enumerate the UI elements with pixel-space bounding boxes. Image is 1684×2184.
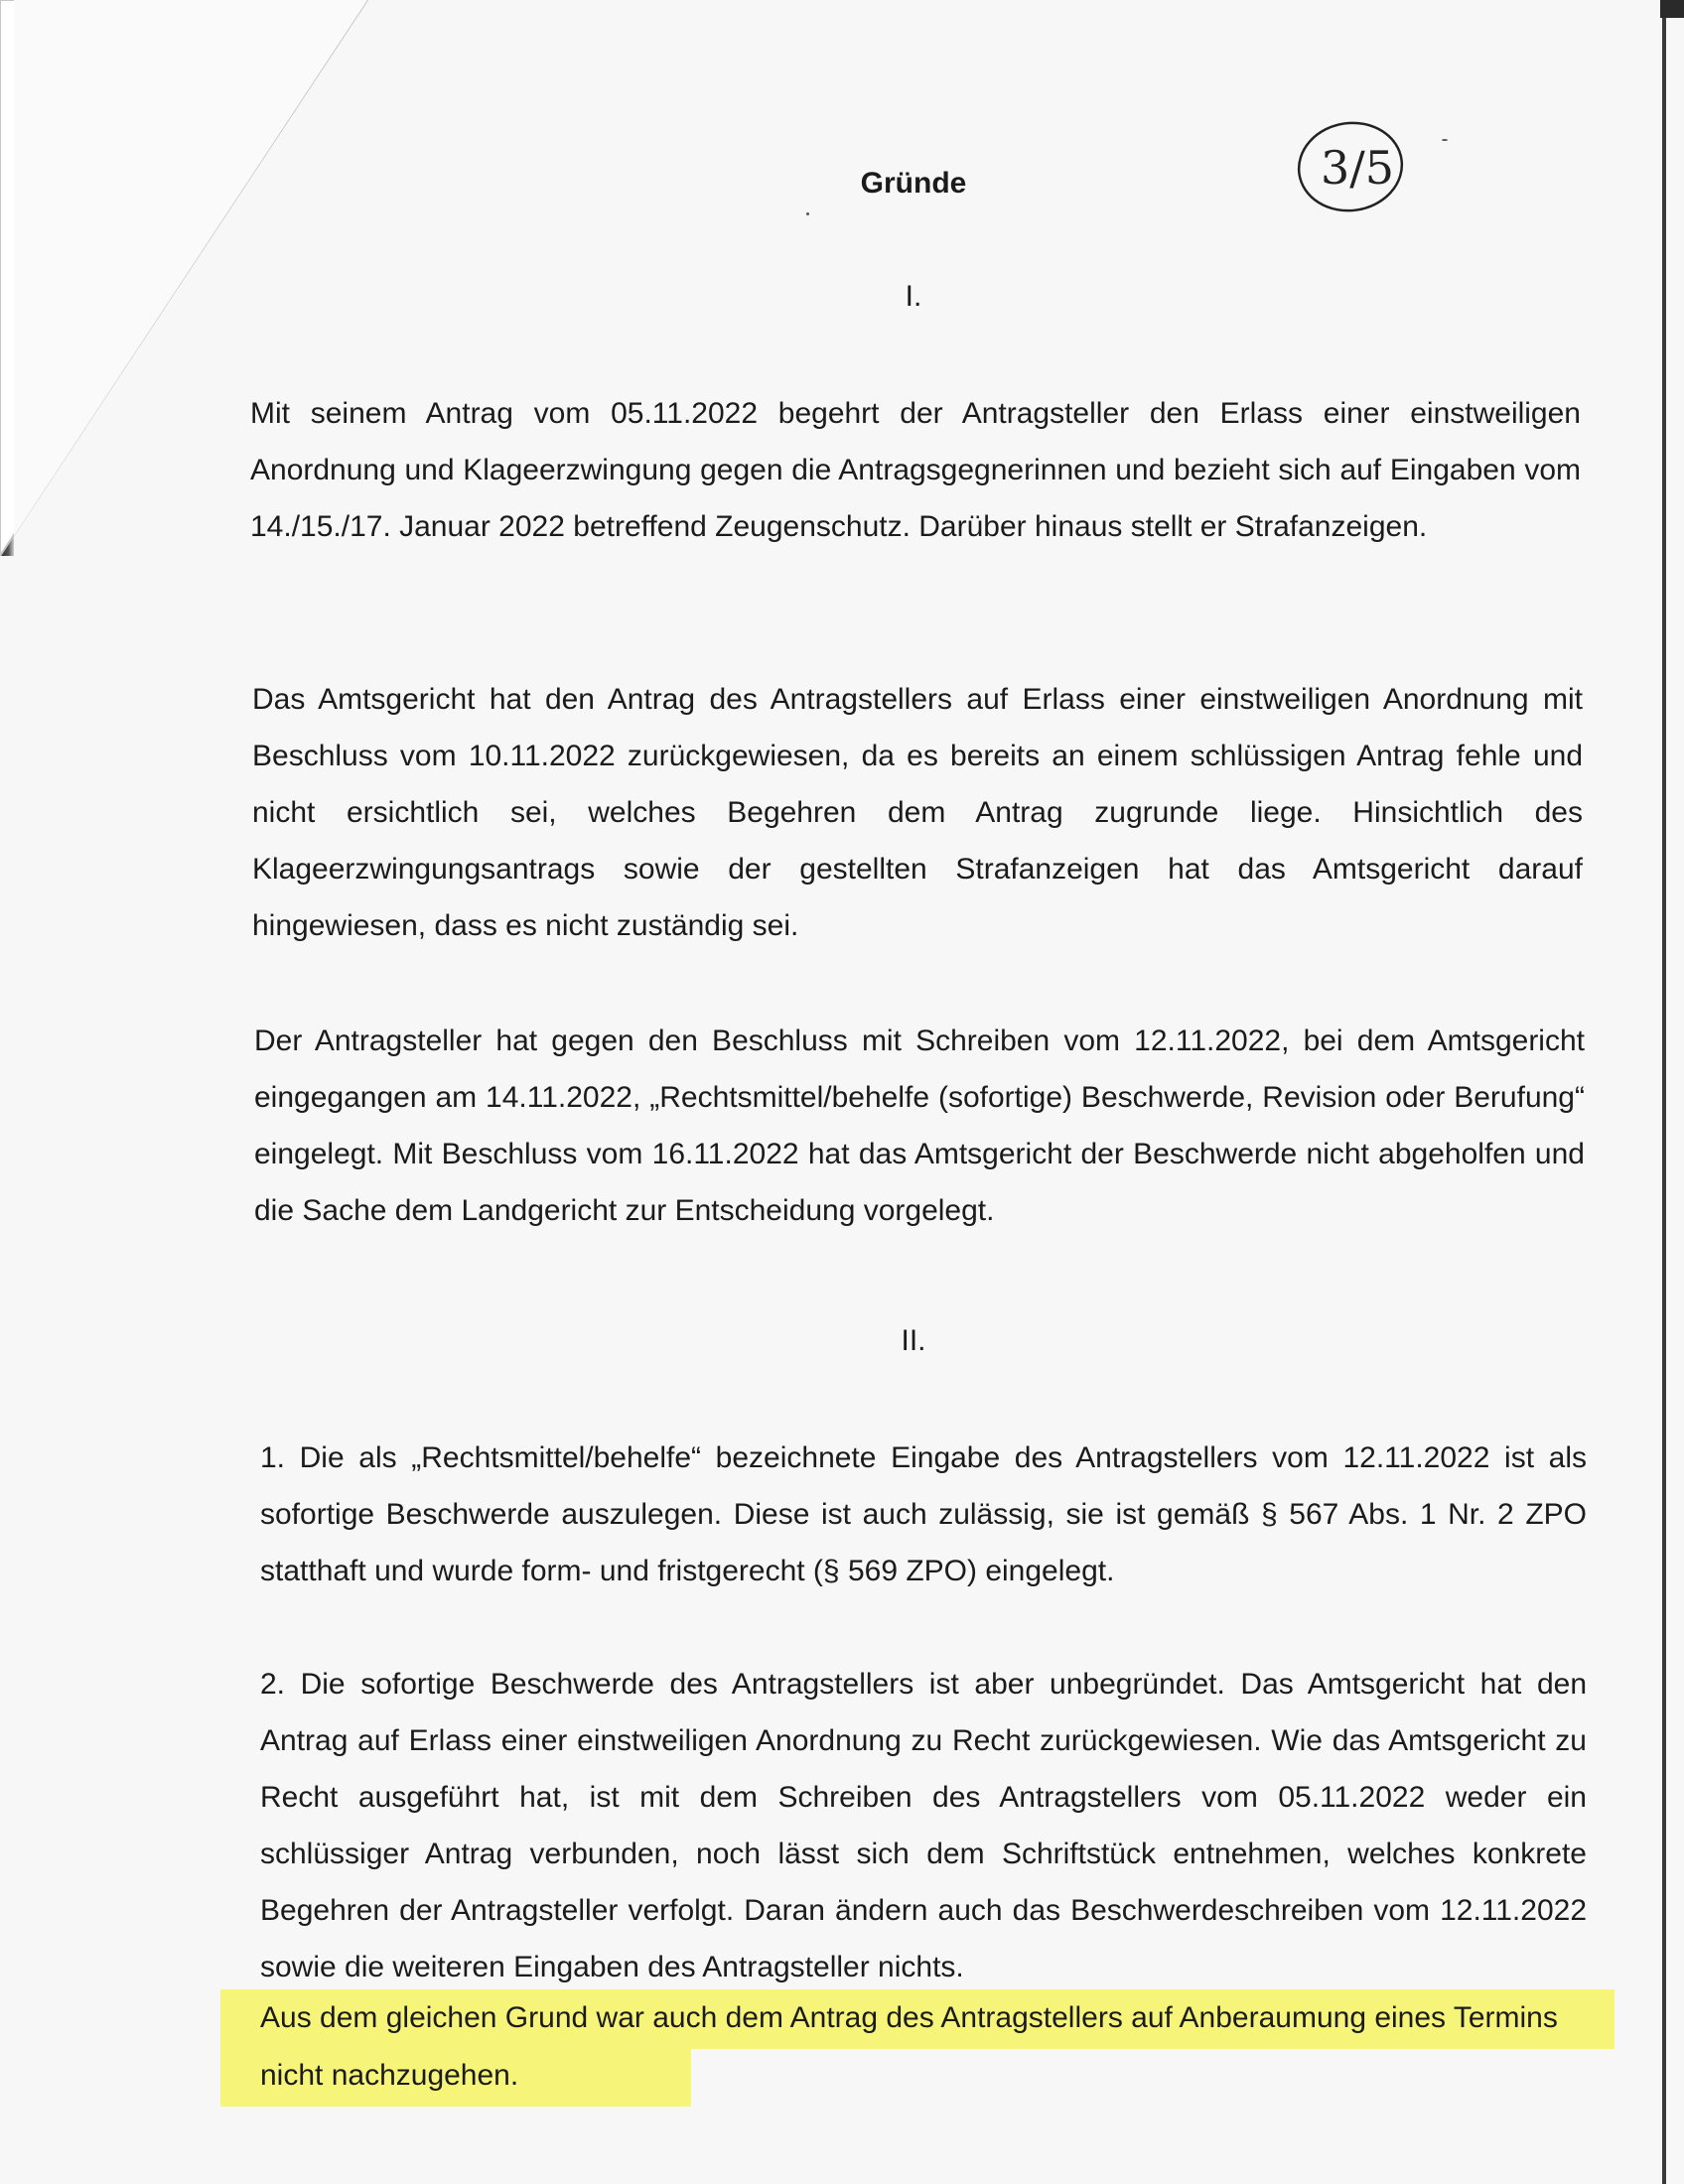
scan-speck (1442, 139, 1448, 141)
document-heading: Gründe (860, 167, 967, 200)
paragraph-2: Das Amtsgericht hat den Antrag des Antragstellers auf Erlass einer einstweiligen Anordnung mit Beschluss vom 10.11.2022 zurückgewiesen, da es bereits an einem schlüssigen Antrag fehle und nicht ersichtlich sei, welches Begehren dem Antrag zugrunde liege. Hinsichtlich des Klageerzwingungsantrags sowie der gestellten Strafanzeigen hat das Amtsgericht darauf hingewiesen, dass es nicht zuständig sei. (252, 683, 1583, 942)
scan-top-corner (1660, 0, 1684, 18)
paragraph-5: 2. Die sofortige Beschwerde des Antragstellers ist aber unbegründet. Das Amtsgericht hat den Antrag auf Erlass einer einstweiligen Anordnung zu Recht zurückgewiesen. Wie das Amtsgericht zu Recht ausgeführt hat, ist mit dem Schreiben des Antragstellers vom 05.11.2022 weder ein schlüssiger Antrag verbunden, noch lässt sich dem Schriftstück entnehmen, welches konkrete Begehren der Antragsteller verfolgt. Daran ändern auch das Beschwerdeschreiben vom 12.11.2022 sowie die weiteren Eingaben des Antragsteller nichts. (260, 1668, 1587, 1983)
scan-right-border (1662, 0, 1666, 2184)
paragraph-4: 1. Die als „Rechtsmittel/behelfe“ bezeichnete Eingabe des Antragstellers vom 12.11.2022 ist als sofortige Beschwerde auszulegen. Diese ist auch zulässig, sie ist gemäß § 567 Abs. 1 Nr. 2 ZPO statthaft und wurde form- und fristgerecht (§ 569 ZPO) eingelegt. (260, 1441, 1587, 1587)
paragraph-1: Mit seinem Antrag vom 05.11.2022 begehrt der Antragsteller den Erlass einer einstweiligen Anordnung und Klageerzwingung gegen die Antragsgegnerinnen und bezieht sich auf Eingaben vom 14./15./17. Januar 2022 betreffend Zeugenschutz. Darüber hinaus stellt er Strafanzeigen. (250, 397, 1581, 543)
scan-speck (806, 212, 809, 215)
paragraph-3: Der Antragsteller hat gegen den Beschluss mit Schreiben vom 12.11.2022, bei dem Amtsgericht eingegangen am 14.11.2022, „Rechtsmittel/behelfe (sofortige) Beschwerde, Revision oder Berufung“ eingelegt. Mit Beschluss vom 16.11.2022 hat das Amtsgericht der Beschwerde nicht abgeholfen und die Sache dem Landgericht zur Entscheidung vorgelegt. (254, 1024, 1585, 1227)
section-two-mark: II. (901, 1324, 926, 1357)
highlighted-passage (220, 1989, 1614, 2107)
handwritten-number-text: 3/5 (1321, 141, 1395, 195)
section-one-mark: I. (905, 280, 922, 313)
highlighted-text: Aus dem gleichen Grund war auch dem Antrag des Antragstellers auf Anberaumung eines Termins nicht nachzugehen. (260, 2001, 1558, 2092)
